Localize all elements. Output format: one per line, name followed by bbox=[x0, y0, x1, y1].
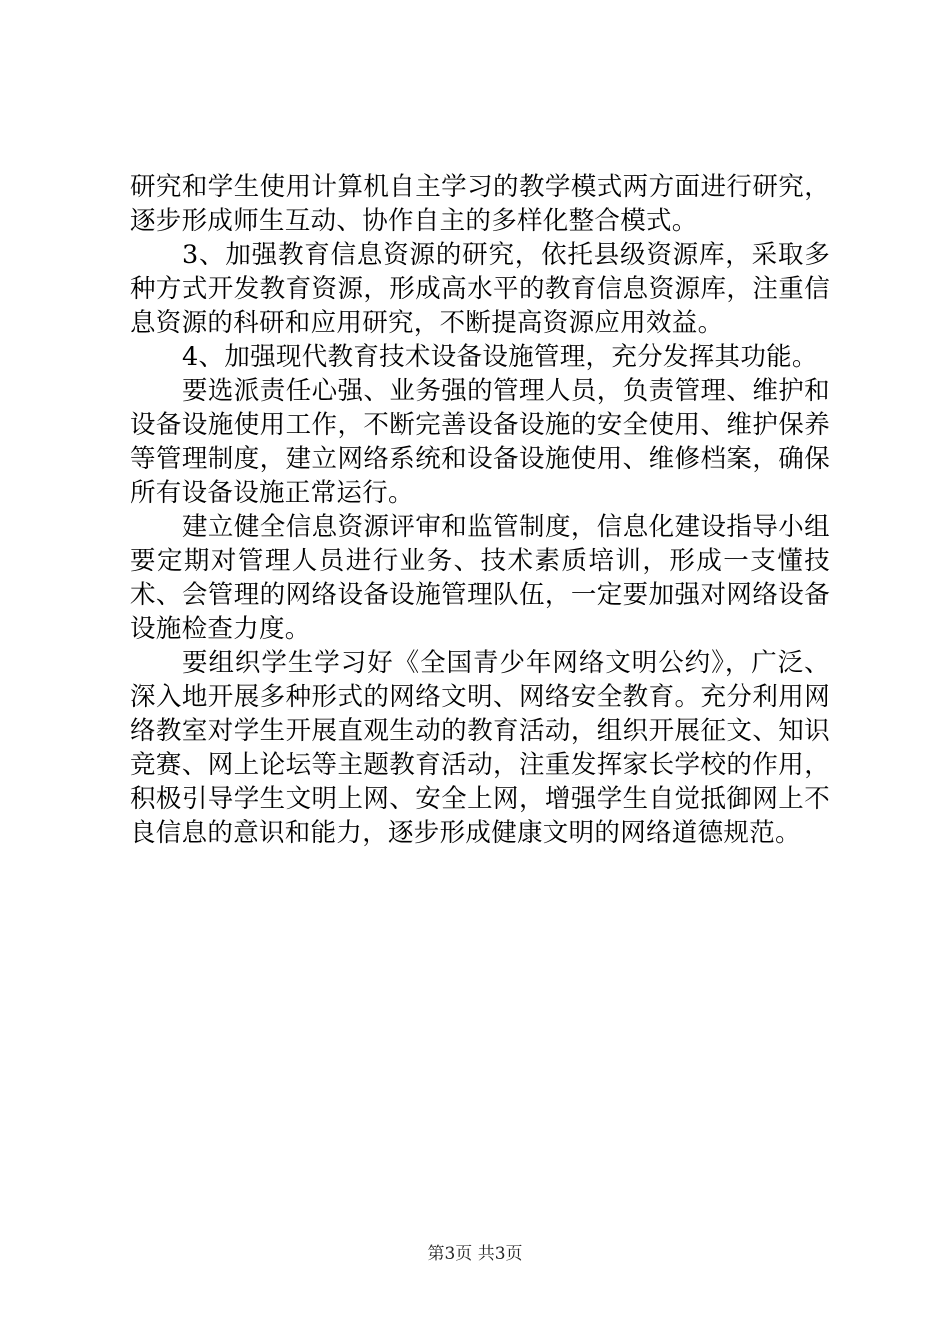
page-number-footer: 第3页 共3页 bbox=[427, 1244, 523, 1264]
paragraph-item-4: 4、加强现代教育技术设备设施管理，充分发挥其功能。 bbox=[182, 342, 818, 372]
paragraph-item-3: 3、加强教育信息资源的研究，依托县级资源库，采取多种方式开发教育资源，形成高水平的教育信息资源库，注重信息资源的科研和应用研究，不断提高资源应用效益。 bbox=[130, 240, 830, 338]
paragraph-network-civility: 要组织学生学习好《全国青少年网络文明公约》，广泛、深入地开展多种形式的网络文明、网络安全教育。充分利用网络教室对学生开展直观生动的教育活动，组织开展征文、知识竞赛、网上论坛等主题教育活动，注重发挥家长学校的作用，积极引导学生文明上网、安全上网，增强学生自觉抵御网上不良信息的意识和能力，逐步形成健康文明的网络道德规范。 bbox=[130, 648, 830, 848]
paragraph-management-staff: 要选派责任心强、业务强的管理人员，负责管理、维护和设备设施使用工作，不断完善设备设施的安全使用、维护保养等管理制度，建立网络系统和设备设施使用、维修档案，确保所有设备设施正常运行。 bbox=[130, 376, 830, 508]
document-body bbox=[130, 170, 830, 850]
paragraph-review-system: 建立健全信息资源评审和监管制度，信息化建设指导小组要定期对管理人员进行业务、技术素质培训，形成一支懂技术、会管理的网络设备设施管理队伍，一定要加强对网络设备设施检查力度。 bbox=[130, 512, 830, 644]
paragraph-continuation: 研究和学生使用计算机自主学习的教学模式两方面进行研究，逐步形成师生互动、协作自主的多样化整合模式。 bbox=[130, 172, 830, 236]
